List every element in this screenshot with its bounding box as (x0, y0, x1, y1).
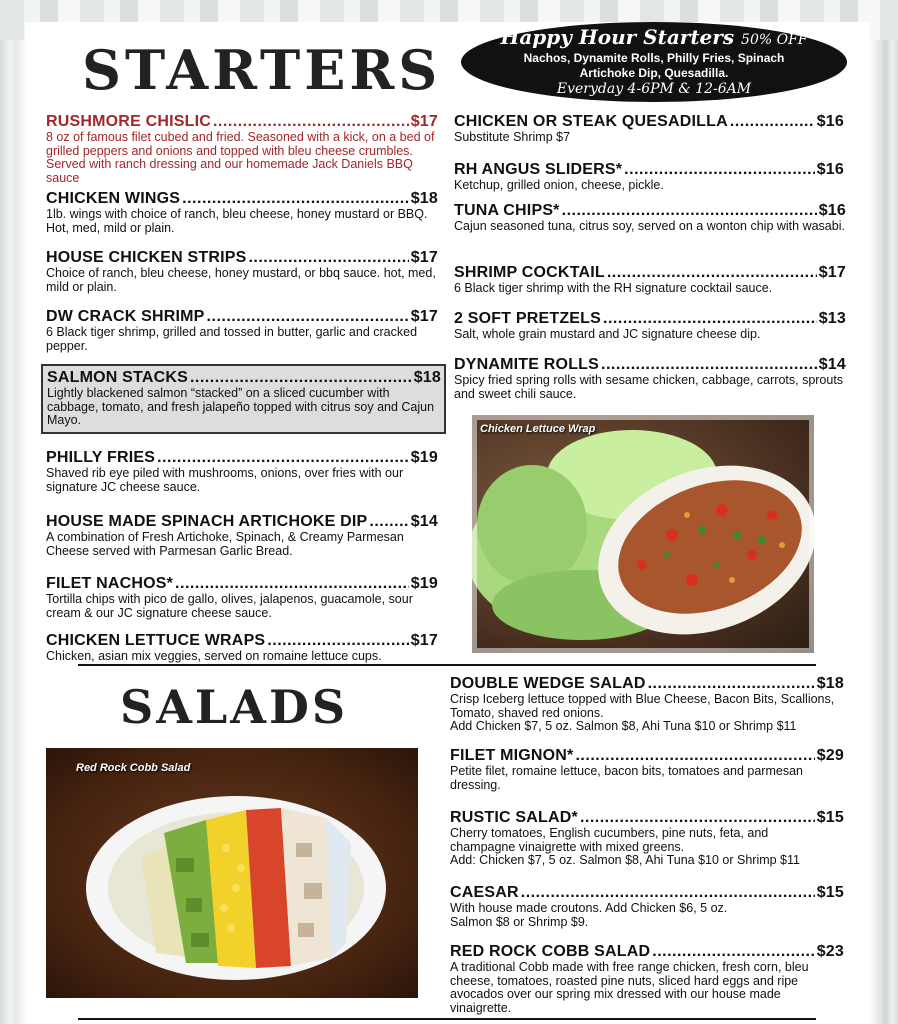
item-name: DYNAMITE ROLLS (454, 356, 600, 373)
item-description: Ketchup, grilled onion, cheese, pickle. (454, 178, 664, 192)
item-price: $15 (816, 884, 844, 901)
happy-hour-banner (461, 22, 847, 102)
salads-heading: SALADS (120, 680, 349, 734)
item-price: $14 (410, 513, 438, 530)
menu-item (46, 189, 438, 235)
item-price: $17 (410, 249, 438, 266)
item-name: FILET MIGNON* (450, 747, 574, 764)
item-name: HOUSE CHICKEN STRIPS (46, 249, 247, 266)
menu-item (450, 746, 844, 792)
cobb-salad-photo (46, 748, 418, 998)
menu-item (454, 355, 846, 401)
chicken-lettuce-wrap-photo (472, 415, 814, 653)
item-price: $13 (818, 310, 846, 327)
menu-item (450, 808, 844, 868)
item-price: $29 (816, 747, 844, 764)
item-name: RED ROCK COBB SALAD (450, 943, 651, 960)
happy-hour-title-line (461, 26, 847, 51)
item-name: RUSTIC SALAD* (450, 809, 578, 826)
item-name: TUNA CHIPS* (454, 202, 560, 219)
item-price: $19 (410, 449, 438, 466)
item-name: SALMON STACKS (47, 369, 188, 386)
item-description: 8 oz of famous filet cubed and fried. Seasoned with a kick, on a bed of grilled peppers and onions and topped with bleu cheese crumbles. Served with ranch dressing and our homemade Jack Daniels BBQ sauce (46, 130, 435, 185)
item-price: $18 (816, 675, 844, 692)
item-price: $17 (410, 113, 438, 130)
menu-item (46, 248, 438, 294)
item-price: $15 (816, 809, 844, 826)
photo-caption: Chicken Lettuce Wrap (480, 423, 596, 435)
item-addons: Add: Chicken $7, 5 oz. Salmon $8, Ahi Tuna $10 or Shrimp $11 (450, 853, 800, 867)
item-name: 2 SOFT PRETZELS (454, 310, 602, 327)
starters-heading: STARTERS (82, 38, 442, 102)
item-price: $18 (413, 369, 441, 386)
menu-item (46, 112, 438, 185)
item-price: $16 (818, 202, 846, 219)
item-description: A traditional Cobb made with free range chicken, fresh corn, bleu cheese, tomatoes, roasted pine nuts, sliced hard eggs and ripe avocados over our spring mix dressed with our house made vinaigrette. (450, 960, 809, 1015)
menu-item (46, 574, 438, 620)
item-description: Petite filet, romaine lettuce, bacon bits, tomatoes and parmesan dressing. (450, 764, 803, 792)
menu-item (454, 309, 846, 342)
menu-item (450, 883, 844, 929)
cobb-salad-illustration (46, 748, 418, 998)
happy-hour-items-1: Nachos, Dynamite Rolls, Philly Fries, Spinach (523, 51, 785, 65)
item-price: $19 (410, 575, 438, 592)
item-price: $17 (410, 632, 438, 649)
item-price: $17 (818, 264, 846, 281)
menu-item (450, 942, 844, 1015)
menu-item (46, 631, 438, 664)
item-description: Tortilla chips with pico de gallo, olives, jalapenos, guacamole, sour cream & our JC signature cheese sauce. (46, 592, 413, 620)
item-name: CHICKEN WINGS (46, 190, 181, 207)
menu-item (450, 674, 844, 734)
item-description: Cajun seasoned tuna, citrus soy, served on a wonton chip with wasabi. (454, 219, 845, 233)
chicken-lettuce-wrap-illustration (472, 415, 814, 653)
item-name: DOUBLE WEDGE SALAD (450, 675, 646, 692)
item-description: A combination of Fresh Artichoke, Spinach, & Creamy Parmesan Cheese served with Parmesan Garlic Bread. (46, 530, 404, 558)
item-name: CHICKEN LETTUCE WRAPS (46, 632, 266, 649)
menu-item (454, 201, 846, 234)
item-description: Shaved rib eye piled with mushrooms, onions, over fries with our signature JC cheese sauce. (46, 466, 404, 494)
item-price: $17 (410, 308, 438, 325)
item-description: 1lb. wings with choice of ranch, bleu cheese, honey mustard or BBQ. Hot, med, mild or plain. (46, 207, 428, 235)
item-name: RH ANGUS SLIDERS* (454, 161, 623, 178)
item-description: Choice of ranch, bleu cheese, honey mustard, or bbq sauce. hot, med, mild or plain. (46, 266, 436, 294)
menu-item (46, 307, 438, 353)
menu-item-featured (41, 364, 446, 434)
item-description: With house made croutons. Add Chicken $6, 5 oz. Salmon $8 or Shrimp $9. (450, 901, 728, 929)
item-name: CAESAR (450, 884, 519, 901)
item-description: 6 Black tiger shrimp, grilled and tossed in butter, garlic and cracked pepper. (46, 325, 418, 353)
menu-item (454, 160, 844, 193)
happy-hour-discount: 50% OFF (741, 32, 808, 48)
item-description: Substitute Shrimp $7 (454, 130, 571, 144)
item-price: $18 (410, 190, 438, 207)
item-name: CHICKEN OR STEAK QUESADILLA (454, 113, 728, 130)
item-description: 6 Black tiger shrimp with the RH signature cocktail sauce. (454, 281, 773, 295)
happy-hour-title: Happy Hour Starters (500, 25, 735, 49)
item-name: FILET NACHOS* (46, 575, 174, 592)
item-description: Salt, whole grain mustard and JC signature cheese dip. (454, 327, 761, 341)
item-description: Lightly blackened salmon “stacked” on a sliced cucumber with cabbage, tomato, and fresh jalapeño topped with citrus soy and Cajun Mayo. (47, 386, 435, 427)
happy-hour-items-2: Artichoke Dip, Quesadilla. (579, 66, 729, 80)
item-name: HOUSE MADE SPINACH ARTICHOKE DIP (46, 513, 368, 530)
divider (78, 664, 816, 666)
item-description: Spicy fried spring rolls with sesame chicken, cabbage, carrots, sprouts and sweet chili sauce. (454, 373, 844, 401)
item-description: Crisp Iceberg lettuce topped with Blue Cheese, Bacon Bits, Scallions, Tomato, shaved red onions. (450, 692, 835, 720)
item-name: DW CRACK SHRIMP (46, 308, 205, 325)
divider (78, 1018, 816, 1020)
menu-item (46, 512, 438, 558)
menu-item (454, 263, 846, 296)
item-price: $23 (816, 943, 844, 960)
item-price: $16 (816, 113, 844, 130)
happy-hour-hours: Everyday 4-6PM & 12-6AM (556, 81, 752, 97)
item-addons: Add Chicken $7, 5 oz. Salmon $8, Ahi Tuna $10 or Shrimp $11 (450, 719, 797, 733)
photo-caption: Red Rock Cobb Salad (76, 762, 191, 774)
item-price: $16 (816, 161, 844, 178)
item-name: SHRIMP COCKTAIL (454, 264, 605, 281)
menu-item (46, 448, 438, 494)
menu-item (454, 112, 844, 145)
item-description: Chicken, asian mix veggies, served on romaine lettuce cups. (46, 649, 382, 663)
item-name: RUSHMORE CHISLIC (46, 113, 211, 130)
item-price: $14 (818, 356, 846, 373)
item-description: Cherry tomatoes, English cucumbers, pine nuts, feta, and champagne vinaigrette with mixed greens. (450, 826, 769, 854)
item-name: PHILLY FRIES (46, 449, 156, 466)
